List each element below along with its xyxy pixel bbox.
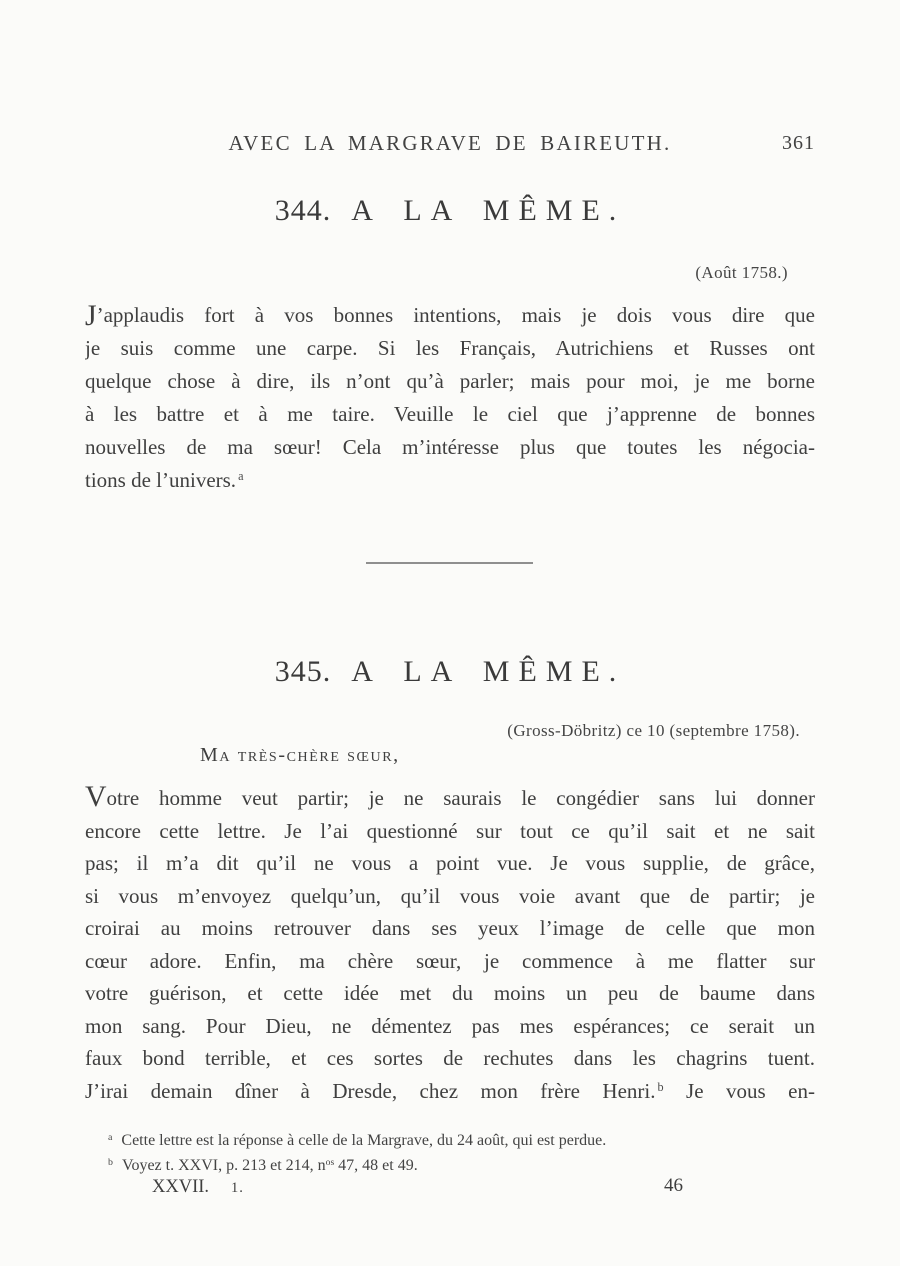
- letter-345-heading: [85, 655, 815, 689]
- body-line-text: tions de l’univers.: [85, 468, 237, 492]
- body-line: si vous m’envoyez quelqu’un, qu’il vous voie avant que de partir; je: [85, 883, 815, 908]
- footer-page-number: 46: [664, 1175, 683, 1196]
- footnote-text-part: Voyez t. XXVI, p. 213 et 214, n: [121, 1157, 326, 1174]
- footer-signature: [152, 1177, 244, 1198]
- letter-345-number: 345.: [274, 655, 332, 688]
- body-line-text: Je vous en-: [663, 1078, 815, 1103]
- body-line-text: otre homme veut partir; je ne saurais le congédier sans lui donner: [106, 786, 815, 810]
- footnote-ref-b: b: [657, 1079, 664, 1094]
- letter-344-number: 344.: [274, 194, 332, 227]
- footnote-marker-a: a: [108, 1131, 113, 1143]
- page-number: 361: [782, 132, 815, 154]
- body-line: cœur adore. Enfin, ma chère sœur, je commence à me flatter sur: [85, 948, 815, 973]
- section-divider: [366, 562, 533, 564]
- footnotes: [85, 1128, 815, 1178]
- body-line: croirai au moins retrouver dans ses yeux l’image de celle que mon: [85, 916, 815, 940]
- body-line: je suis comme une carpe. Si les Français, Autrichiens et Russes ont: [85, 336, 815, 360]
- footer-issue: 1.: [231, 1180, 244, 1196]
- body-line-text: J’irai demain dîner à Dresde, chez mon frère Henri.: [85, 1078, 656, 1103]
- footnote-text: [122, 1157, 418, 1174]
- body-line-text: ’applaudis fort à vos bonnes intentions, mais je dois vous dire que: [96, 303, 815, 327]
- running-header: [85, 131, 815, 156]
- footnote-text: Cette lettre est la réponse à celle de la Margrave, du 24 août, qui est perdue.: [121, 1132, 607, 1149]
- letter-345-title: A LA MÊME.: [351, 655, 626, 688]
- letter-344-title: A LA MÊME.: [351, 194, 626, 227]
- footnote-a: [85, 1128, 815, 1153]
- drop-initial: J: [85, 299, 97, 332]
- letter-344-body: [85, 299, 815, 497]
- body-line: [85, 299, 815, 332]
- footnote-b: [85, 1153, 815, 1178]
- footer-volume: XXVII.: [152, 1177, 210, 1197]
- letter-344-heading: [85, 194, 815, 228]
- body-line: nouvelles de ma sœur! Cela m’intéresse plus que toutes les négocia-: [85, 435, 815, 459]
- body-line: encore cette lettre. Je l’ai questionné sur tout ce qu’il sait et ne sait: [85, 818, 815, 843]
- body-line: pas; il m’a dit qu’il ne vous a point vue. Je vous supplie, de grâce,: [85, 851, 815, 875]
- body-line: votre guérison, et cette idée met du moins un peu de baume dans: [85, 981, 815, 1005]
- ordinal-superscript: os: [325, 1157, 335, 1169]
- body-line: [85, 464, 815, 497]
- footnote-marker-b: b: [108, 1156, 113, 1168]
- footnote-ref-a: a: [238, 469, 244, 484]
- body-line: [85, 1075, 815, 1108]
- salutation: Ma très-chère sœur,: [200, 744, 400, 766]
- footnote-text-part: 47, 48 et 49.: [334, 1157, 418, 1174]
- body-line: faux bond terrible, et ces sortes de rechutes dans les chagrins tuent.: [85, 1046, 815, 1070]
- body-line: quelque chose à dire, ils n’ont qu’à parler; mais pour moi, je me borne: [85, 369, 815, 393]
- body-line: mon sang. Pour Dieu, ne démentez pas mes espérances; ce serait un: [85, 1013, 815, 1038]
- body-line: à les battre et à me taire. Veuille le ciel que j’apprenne de bonnes: [85, 402, 815, 426]
- body-line: [85, 782, 815, 815]
- letter-345-dateline: (Gross-Döbritz) ce 10 (septembre 1758).: [507, 721, 800, 740]
- letter-344-dateline: (Août 1758.): [695, 263, 788, 282]
- running-title: AVEC LA MARGRAVE DE BAIREUTH.: [228, 131, 672, 155]
- drop-initial: V: [85, 782, 107, 813]
- letter-345-body: [85, 782, 815, 1107]
